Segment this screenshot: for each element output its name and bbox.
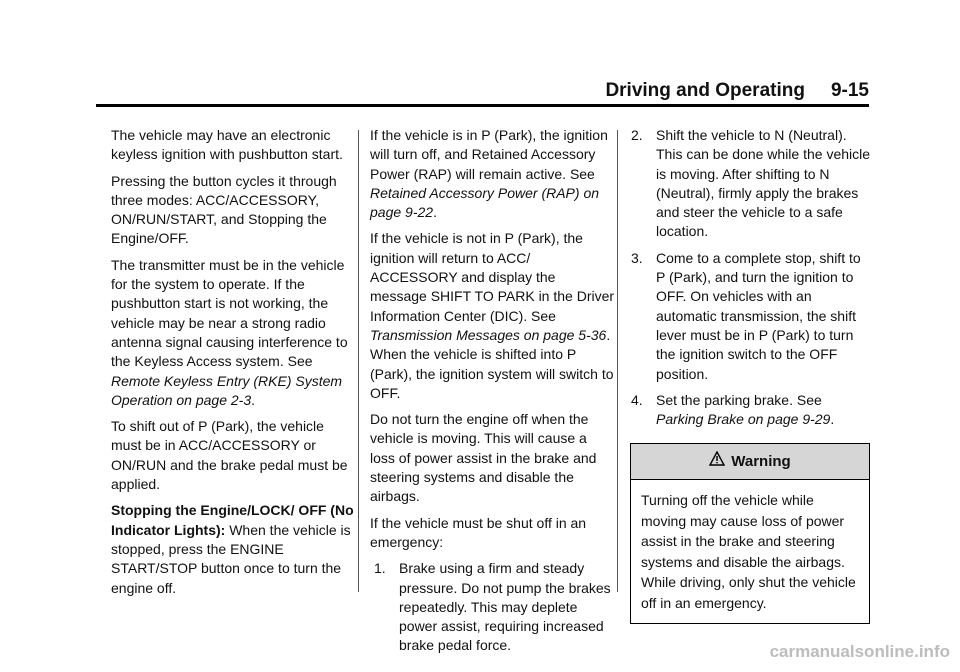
warning-body: Turning off the vehicle while moving may cause loss of power assist in the brake and steering systems and disable the airbags. While driving, only shut the vehicle off in an emergency.	[641, 492, 856, 611]
paragraph: Pressing the button cycles it through three modes: ACC/ACCESSORY, ON/RUN/START, and Stopping the Engine/OFF.	[111, 172, 337, 247]
warning-title: Warning	[731, 453, 791, 471]
warning-box	[630, 443, 870, 624]
subheading: Stopping the Engine/LOCK/ OFF (No Indicator Lights):	[111, 502, 354, 538]
column-divider-2	[617, 130, 618, 592]
paragraph: To shift out of P (Park), the vehicle must be in ACC/ACCESSORY or ON/RUN and the brake pedal must be applied.	[111, 418, 348, 493]
column-divider-1	[358, 130, 359, 592]
cross-reference-link[interactable]: Remote Keyless Entry (RKE) System Operation on page 2-3	[111, 372, 343, 408]
column-1	[111, 126, 356, 605]
page-number: 9-15	[830, 80, 869, 101]
paragraph: If the vehicle is in P (Park), the ignition will turn off, and Retained Accessory Power (RAP) will remain active. See Retained Accessory Power (RAP) on page 9-22.	[370, 127, 608, 221]
paragraph: The transmitter must be in the vehicle for the system to operate. If the pushbutton start is not working, the vehicle may be near a strong radio antenna signal causing interference to the Keyless Access system. See Remote Keyless Entry (RKE) System Operation on page 2-3.	[111, 256, 348, 408]
list-item: 3. Come to a complete stop, shift to P (Park), and turn the ignition to OFF. On vehicles with an automatic transmission, the shift lever must be in P (Park) to turn the ignition switch to the OFF position.	[631, 249, 861, 382]
list-item: 4. Set the parking brake. See Parking Brake on page 9-29.	[631, 391, 835, 428]
watermark: carmanualsonline.info	[769, 642, 950, 661]
column-2	[370, 126, 615, 663]
column-3	[627, 126, 871, 624]
list-item: 2. Shift the vehicle to N (Neutral). This can be done while the vehicle is moving. After shifting to N (Neutral), firmly apply the brakes and steer the vehicle to a safe location.	[631, 127, 871, 240]
paragraph: If the vehicle must be shut off in an emergency:	[370, 514, 587, 550]
emergency-steps-list	[370, 559, 615, 655]
warning-triangle-icon	[709, 451, 725, 471]
warning-header	[631, 444, 869, 480]
list-item: 1. Brake using a firm and steady pressure. Do not pump the brakes repeatedly. This may deplete power assist, requiring increased brake pedal force.	[374, 560, 611, 654]
paragraph: Do not turn the engine off when the vehicle is moving. This will cause a loss of power assist in the brake and steering systems and disable the airbags.	[370, 411, 597, 505]
paragraph: If the vehicle is not in P (Park), the ignition will return to ACC/ ACCESSORY and display the message SHIFT TO PARK in the Driver Information Center (DIC). See Transmission Messages on page 5-36. When the vehicle is shifted into P (Park), the ignition system will switch to OFF.	[370, 230, 615, 401]
page-header	[96, 80, 869, 102]
cross-reference-link[interactable]: Parking Brake on page 9-29	[656, 411, 831, 428]
paragraph: Stopping the Engine/LOCK/ OFF (No Indicator Lights): When the vehicle is stopped, press the ENGINE START/STOP button once to turn the engine off.	[111, 502, 354, 596]
header-rule	[96, 104, 869, 107]
cross-reference-link[interactable]: Retained Accessory Power (RAP) on page 9-22	[370, 184, 600, 221]
paragraph: The vehicle may have an electronic keyless ignition with pushbutton start.	[111, 127, 343, 163]
cross-reference-link[interactable]: Transmission Messages on page 5-36	[370, 326, 607, 343]
emergency-steps-list-continued	[627, 126, 871, 429]
section-title: Driving and Operating	[605, 80, 805, 101]
